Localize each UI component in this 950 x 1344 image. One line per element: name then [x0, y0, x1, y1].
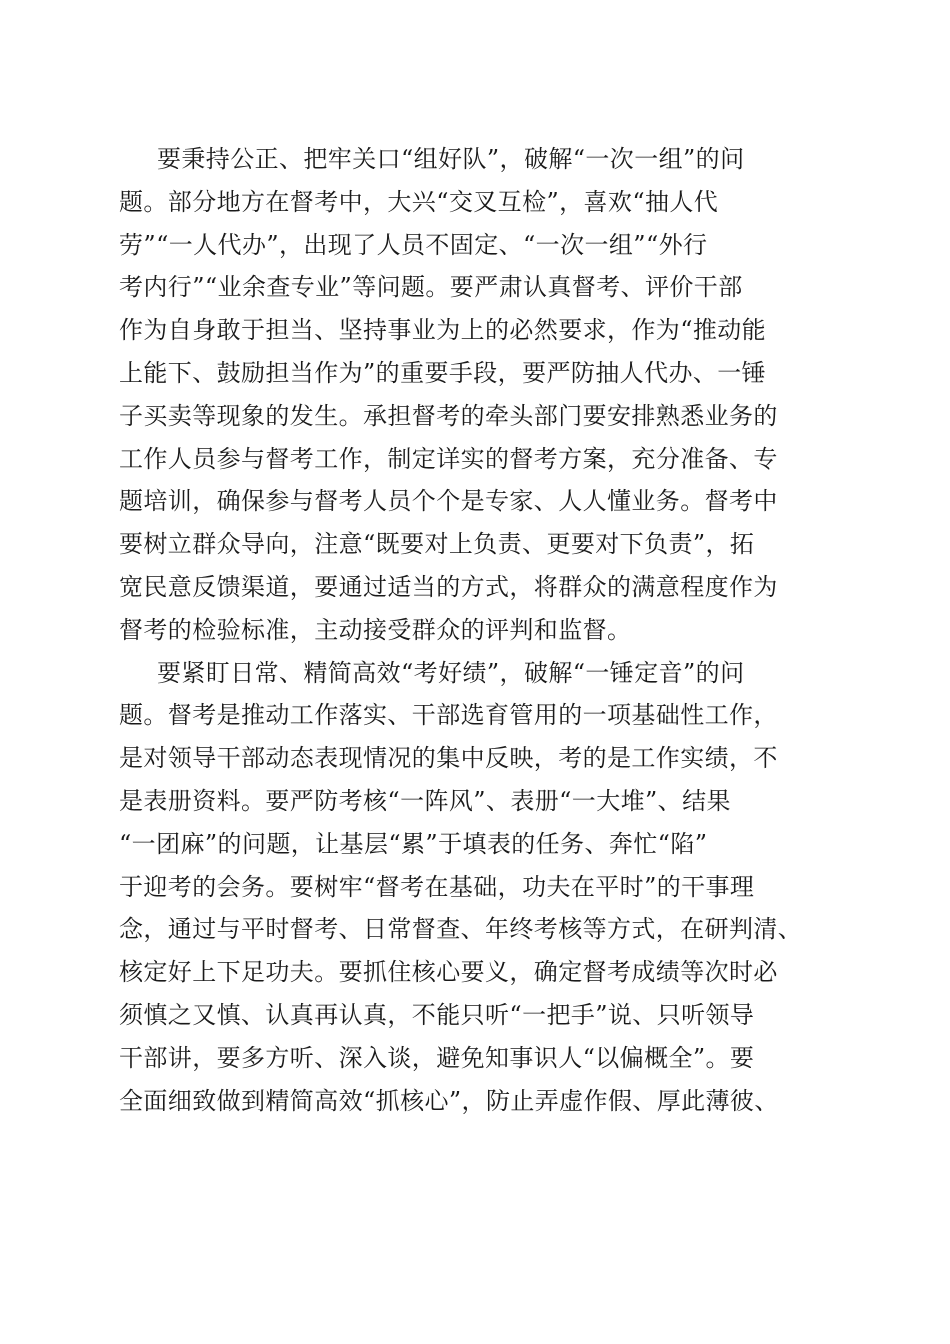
paragraph-1 — [119, 138, 839, 652]
text-line: 是表册资料。要严防考核“一阵风”、表册“一大堆”、结果 — [119, 786, 731, 815]
text-line: 题培训，确保参与督考人员个个是专家、人人懂业务。督考中 — [119, 487, 778, 516]
paragraph-2 — [119, 652, 839, 1123]
text-line: 工作人员参与督考工作，制定详实的督考方案，充分准备、专 — [119, 444, 778, 473]
text-line: 题。督考是推动工作落实、干部选育管用的一项基础性工作， — [119, 701, 778, 730]
text-line: 督考的检验标准，主动接受群众的评判和监督。 — [119, 615, 632, 644]
text-line: 干部讲，要多方听、深入谈，避免知事识人“以偏概全”。要 — [119, 1043, 755, 1072]
text-line: 子买卖等现象的发生。承担督考的牵头部门要安排熟悉业务的 — [119, 401, 778, 430]
text-line: 要树立群众导向，注意“既要对上负责、更要对下负责”，拓 — [119, 530, 755, 559]
text-line: 考内行”“业余查专业”等问题。要严肃认真督考、评价干部 — [119, 273, 743, 302]
text-line: 于迎考的会务。要树牢“督考在基础，功夫在平时”的干事理 — [119, 872, 755, 901]
text-line: 须慎之又慎、认真再认真，不能只听“一把手”说、只听领导 — [119, 1000, 755, 1029]
text-line: 要紧盯日常、精简高效“考好绩”，破解“一锤定音”的问 — [157, 658, 745, 687]
text-line: 全面细致做到精简高效“抓核心”，防止弄虚作假、厚此薄彼、 — [119, 1086, 779, 1115]
text-line: 题。部分地方在督考中，大兴“交叉互检”，喜欢“抽人代 — [119, 187, 719, 216]
text-line: 作为自身敢于担当、坚持事业为上的必然要求，作为“推动能 — [119, 316, 767, 345]
text-line: 宽民意反馈渠道，要通过适当的方式，将群众的满意程度作为 — [119, 572, 778, 601]
text-line: 上能下、鼓励担当作为”的重要手段，要严防抽人代办、一锤 — [119, 358, 767, 387]
text-line: 要秉持公正、把牢关口“组好队”，破解“一次一组”的问 — [157, 145, 745, 173]
text-line: 劳”“一人代办”，出现了人员不固定、“一次一组”“外行 — [119, 230, 708, 259]
text-line: “一团麻”的问题，让基层“累”于填表的任务、奔忙“陷” — [119, 829, 708, 858]
text-line: 是对领导干部动态表现情况的集中反映，考的是工作实绩，不 — [119, 744, 778, 773]
text-line: 核定好上下足功夫。要抓住核心要义，确定督考成绩等次时必 — [119, 958, 778, 987]
document-body — [119, 138, 839, 1122]
text-line: 念，通过与平时督考、日常督查、年终考核等方式，在研判清、 — [119, 915, 803, 944]
